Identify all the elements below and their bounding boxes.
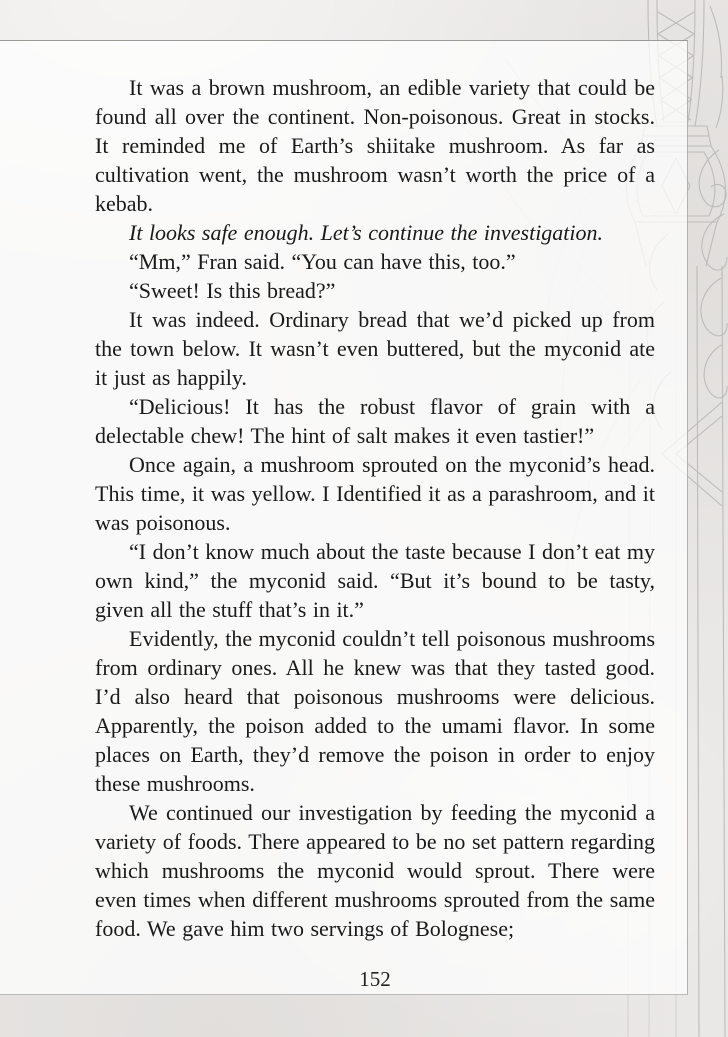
paragraph: It was a brown mushroom, an edible variety that could be found all over the continent. Non-poisonous. Great in stocks. It reminded me of Earth’s shiitake mushroom. As far as cultivation went, the mushroom wasn’t worth the price of a kebab. <box>95 75 655 216</box>
paragraph: It looks safe enough. Let’s continue the investigation. <box>129 220 604 245</box>
paragraph: “I don’t know much about the taste because I don’t eat my own kind,” the myconid said. “But it’s bound to be tasty, given all the stuff that’s in it.” <box>95 539 655 622</box>
text-block <box>95 73 655 943</box>
paragraph: We continued our investigation by feeding the myconid a variety of foods. There appeared to be no set pattern regarding which mushrooms the myconid would sprout. There were even times when different mushrooms sprouted from the same food. We gave him two servings of Bolognese; <box>95 800 655 941</box>
page-content <box>0 40 688 995</box>
paragraph: “Delicious! It has the robust flavor of grain with a delectable chew! The hint of salt makes it even tastier!” <box>95 394 655 448</box>
paragraph: “Sweet! Is this bread?” <box>129 278 336 303</box>
paragraph: Once again, a mushroom sprouted on the myconid’s head. This time, it was yellow. I Identified it as a parashroom, and it was poisonous. <box>95 452 655 535</box>
page-number: 152 <box>359 967 391 991</box>
paragraph: “Mm,” Fran said. “You can have this, too.” <box>129 249 516 274</box>
paragraph: It was indeed. Ordinary bread that we’d picked up from the town below. It wasn’t even buttered, but the myconid ate it just as happily. <box>95 307 655 390</box>
paragraph: Evidently, the myconid couldn’t tell poisonous mushrooms from ordinary ones. All he knew was that they tasted good. I’d also heard that poisonous mushrooms were delicious. Apparently, the poison added to the umami flavor. In some places on Earth, they’d remove the poison in order to enjoy these mushrooms. <box>95 626 655 796</box>
